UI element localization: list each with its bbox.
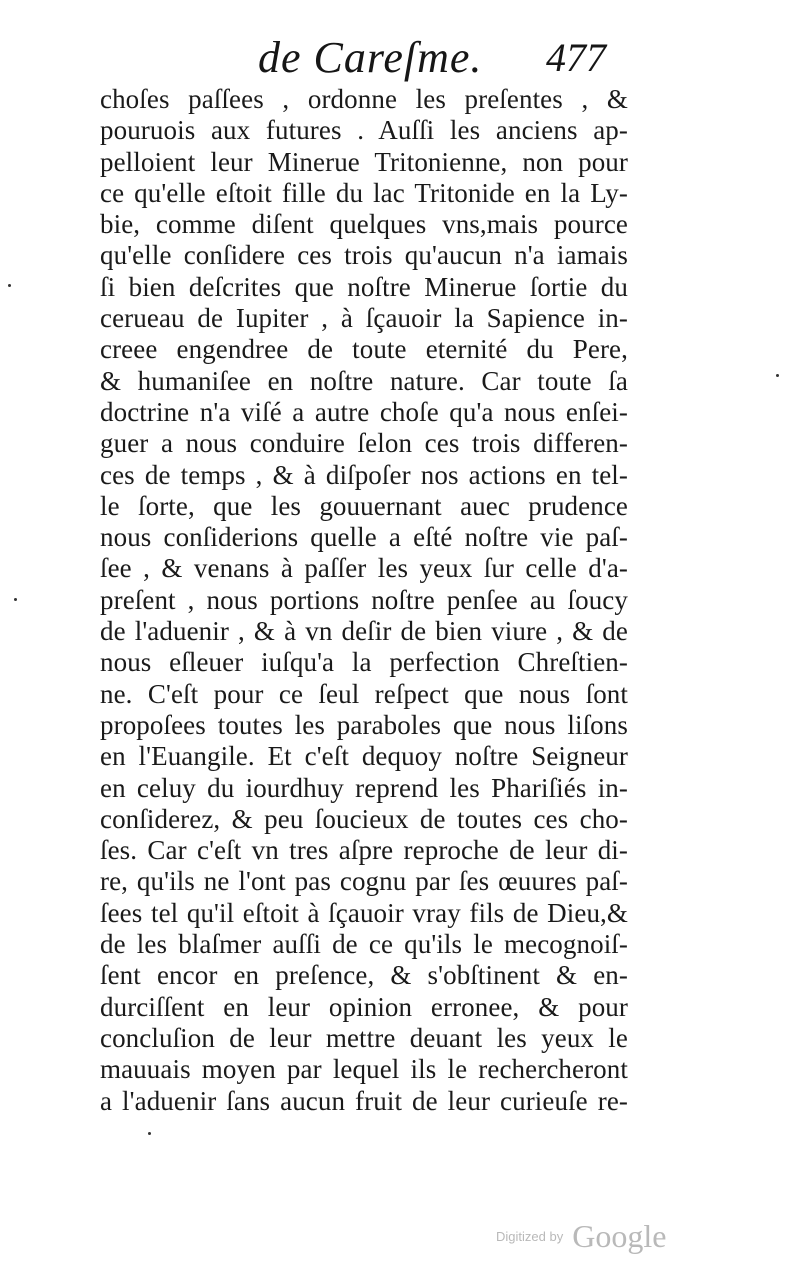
text-line: ces de temps , & à diſpoſer nos actions en tel- <box>100 459 628 490</box>
text-line: ſes. Car c'eſt vn tres aſpre reproche de leur di- <box>100 835 628 866</box>
text-line: pouruois aux futures . Auſſi les anciens ap- <box>100 115 628 146</box>
page-header <box>0 30 787 82</box>
text-line: nous eſleuer iuſqu'a la perfection Chreſtien- <box>100 647 628 678</box>
running-title: de Careſme. <box>258 33 483 82</box>
text-line: preſent , nous portions noſtre penſee au ſoucy <box>100 584 628 615</box>
text-line: & humaniſee en noſtre nature. Car toute ſa <box>100 365 628 396</box>
text-line: choſes paſſees , ordonne les preſentes , & <box>100 84 628 114</box>
text-line: re, qu'ils ne l'ont pas cognu par ſes œuures paſ- <box>100 866 628 897</box>
text-line: qu'elle conſidere ces trois qu'aucun n'a iamais <box>100 240 628 271</box>
text-line: ce qu'elle eſtoit fille du lac Tritonide en la Ly- <box>100 177 628 208</box>
text-line: mauuais moyen par lequel ils le rechercheront <box>100 1054 628 1085</box>
text-line: doctrine n'a viſé a autre choſe qu'a nous enſei- <box>100 396 628 427</box>
text-line: pelloient leur Minerue Tritonienne, non pour <box>100 146 628 177</box>
text-line: propoſees toutes les paraboles que nous liſons <box>100 709 628 740</box>
text-line: ſi bien deſcrites que noſtre Minerue ſortie du <box>100 271 628 302</box>
text-line: a l'aduenir ſans aucun fruit de leur curieuſe re- <box>100 1085 628 1116</box>
text-line: creee engendree de toute eternité du Pere, <box>100 334 628 365</box>
text-line: cerueau de Iupiter , à ſçauoir la Sapience in- <box>100 303 628 334</box>
ink-speck <box>14 598 17 601</box>
digitized-by-google-watermark <box>496 1218 667 1258</box>
page-number: 477 <box>546 35 606 80</box>
text-line: en l'Euangile. Et c'eſt dequoy noſtre Seigneur <box>100 741 628 772</box>
text-line: bie, comme diſent quelques vns,mais pource <box>100 209 628 240</box>
ink-speck <box>776 374 779 377</box>
text-line: ſee , & venans à paſſer les yeux ſur celle d'a- <box>100 553 628 584</box>
ink-speck <box>8 284 11 287</box>
text-line: guer a nous conduire ſelon ces trois differen- <box>100 428 628 459</box>
text-line: de les blaſmer auſſi de ce qu'ils le mecognoiſ- <box>100 929 628 960</box>
text-line: durciſſent en leur opinion erronee, & pour <box>100 991 628 1022</box>
text-line: le ſorte, que les gouuernant auec prudence <box>100 490 628 521</box>
text-line: ne. C'eſt pour ce ſeul reſpect que nous ſont <box>100 678 628 709</box>
text-line: ſees tel qu'il eſtoit à ſçauoir vray fils de Dieu,& <box>100 897 628 928</box>
body-text <box>100 84 628 1117</box>
text-line: ſent encor en preſence, & s'obſtinent & en- <box>100 960 628 991</box>
ink-speck <box>148 1132 151 1135</box>
text-line: de l'aduenir , & à vn deſir de bien viure , & de <box>100 616 628 647</box>
text-line: concluſion de leur mettre deuant les yeux le <box>100 1022 628 1053</box>
text-line: en celuy du iourdhuy reprend les Phariſiés in- <box>100 772 628 803</box>
google-logo: Google <box>572 1218 667 1254</box>
text-line: nous conſiderions quelle a eſté noſtre vie paſ- <box>100 522 628 553</box>
text-line: conſiderez, & peu ſoucieux de toutes ces cho- <box>100 803 628 834</box>
digitized-label: Digitized by <box>496 1229 564 1244</box>
